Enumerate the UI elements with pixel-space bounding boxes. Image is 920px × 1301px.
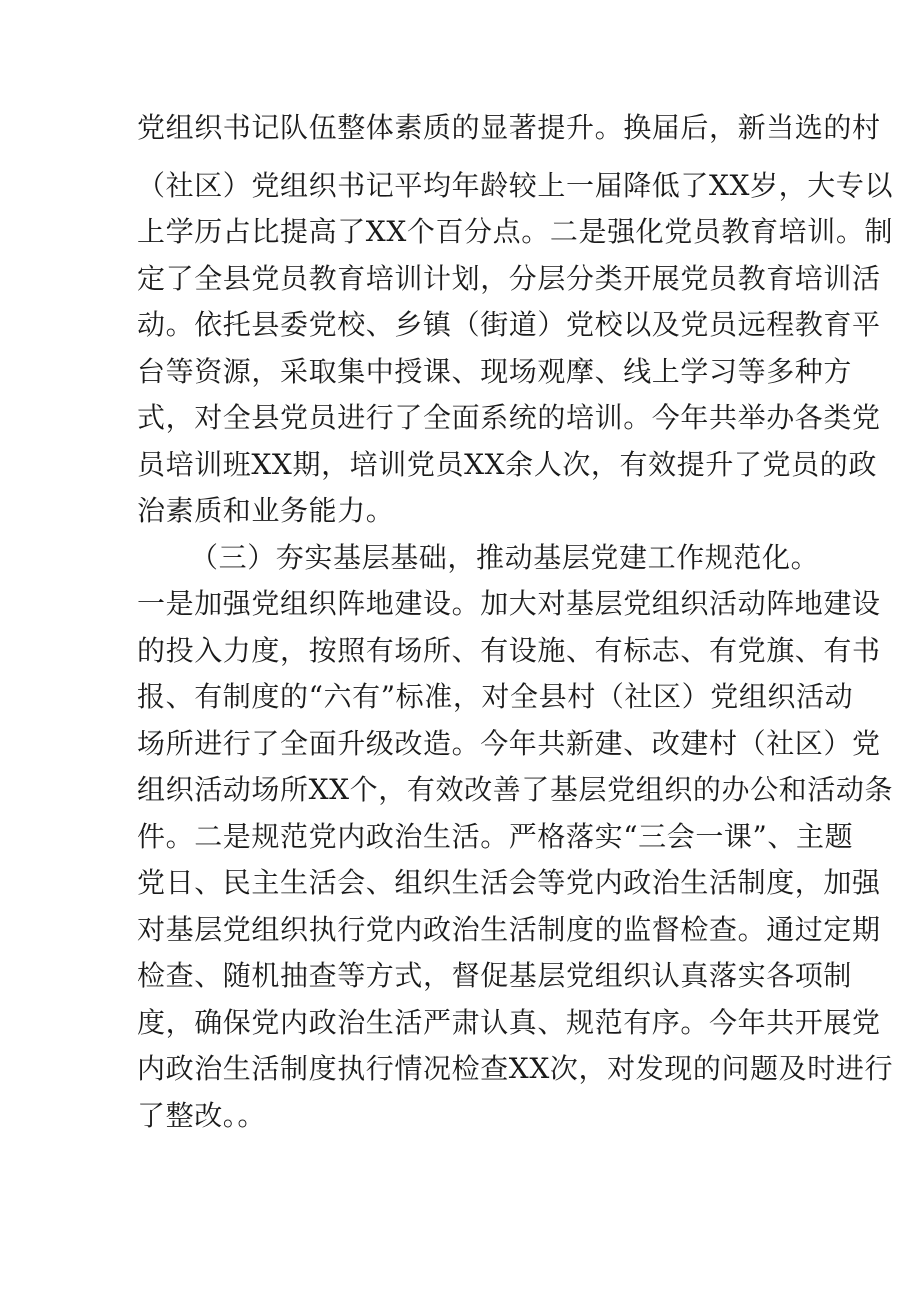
body-text-line: 度，确保党内政治生活严肃认真、规范有序。今年共开展党 [137, 1006, 881, 1039]
body-text-line: 式，对全县党员进行了全面系统的培训。今年共举办各类党 [137, 401, 881, 434]
body-text-line: 治素质和业务能力。 [137, 494, 395, 527]
body-text-line: 了整改。。 [137, 1099, 267, 1132]
body-text-line: 员培训班XX期，培训党员XX余人次，有效提升了党员的政 [137, 448, 877, 481]
body-text-line: 对基层党组织执行党内政治生活制度的监督检查。通过定期 [137, 913, 881, 946]
body-text-line: 党组织书记队伍整体素质的显著提升。换届后，新当选的村 [137, 111, 881, 144]
body-text-line: 党日、民主生活会、组织生活会等党内政治生活制度，加强 [137, 866, 881, 899]
body-text-line: （社区）党组织书记平均年龄较上一届降低了XX岁，大专以 [137, 169, 894, 202]
body-text-line: 场所进行了全面升级改造。今年共新建、改建村（社区）党 [137, 727, 881, 760]
body-text-line: 内政治生活制度执行情况检查XX次，对发现的问题及时进行 [137, 1052, 894, 1085]
body-text-line: 动。依托县委党校、乡镇（街道）党校以及党员远程教育平 [137, 308, 881, 341]
body-text-line: 组织活动场所XX个，有效改善了基层党组织的办公和活动条 [137, 773, 894, 806]
body-text-line: 检查、随机抽查等方式，督促基层党组织认真落实各项制 [137, 959, 853, 992]
body-text-line: 报、有制度的“六有”标准，对全县村（社区）党组织活动 [137, 680, 854, 713]
body-text-line: 定了全县党员教育培训计划，分层分类开展党员教育培训活 [137, 262, 881, 295]
section-heading: （三）夯实基层基础，推动基层党建工作规范化。 [190, 541, 820, 574]
body-text-line: 上学历占比提高了XX个百分点。二是强化党员教育培训。制 [137, 215, 894, 248]
body-text-line: 一是加强党组织阵地建设。加大对基层党组织活动阵地建设 [137, 587, 881, 620]
body-text-line: 的投入力度，按照有场所、有设施、有标志、有党旗、有书 [137, 634, 881, 667]
body-text-line: 件。二是规范党内政治生活。严格落实“三会一课”、主题 [137, 820, 854, 853]
body-text-line: 台等资源，采取集中授课、现场观摩、线上学习等多种方 [137, 355, 853, 388]
